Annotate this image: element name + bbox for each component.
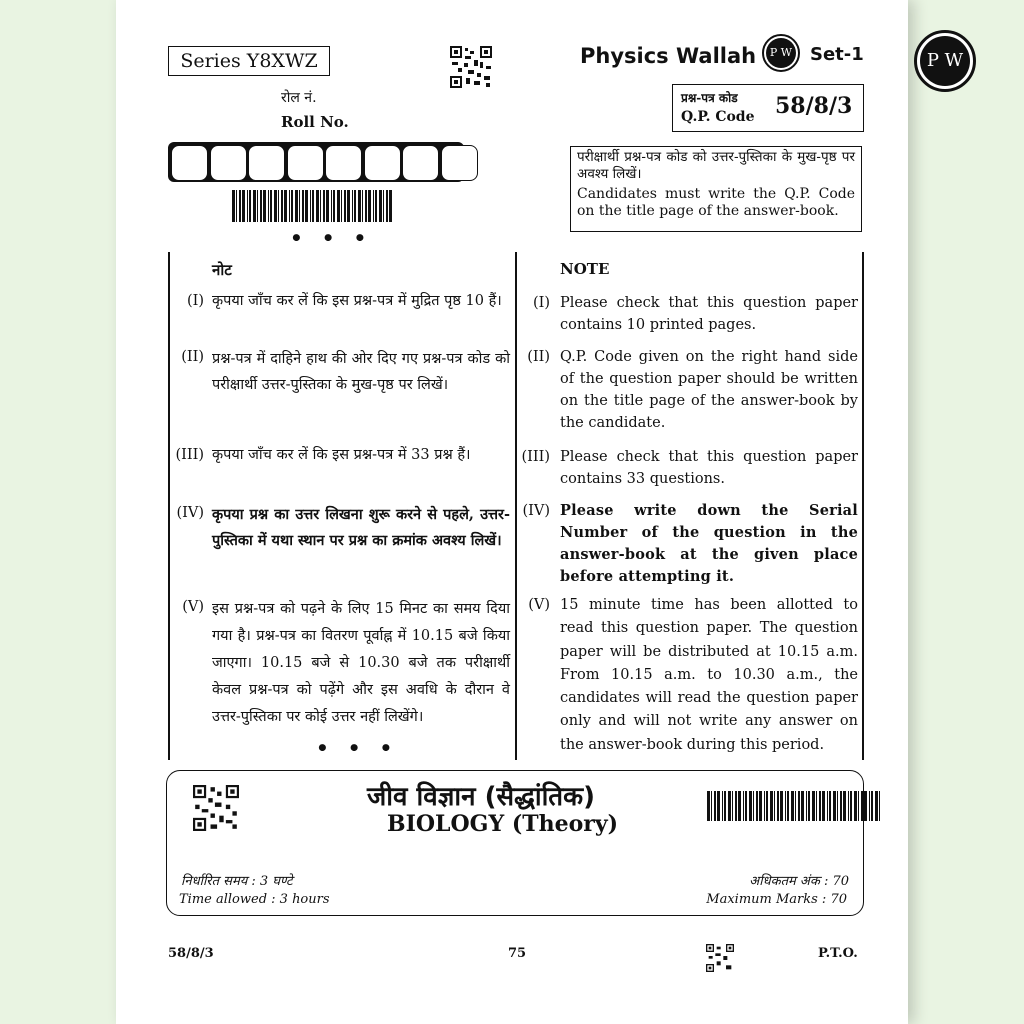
barcode-bar [724,791,726,821]
barcode-bar [284,190,287,222]
barcode-bar [341,190,342,222]
subject-barcode [707,791,882,821]
note-heading-hindi: नोट [212,261,232,279]
subject-title-english: BIOLOGY (Theory) [387,811,619,837]
pw-watermark-text: P W [920,36,970,86]
qp-code-value: 58/8/3 [775,93,853,119]
brand-name: Physics Wallah [580,44,757,68]
barcode-bar [780,791,783,821]
note-number: (IV) [176,505,204,521]
note-item-english [516,292,862,342]
barcode-bar [806,791,807,821]
barcode-bar [791,791,794,821]
barcode-bar [798,791,800,821]
barcode-bar [711,791,712,821]
separator-dots: • • • [316,736,399,760]
note-number: (II) [527,349,550,365]
note-text: कृपया जाँच कर लें कि इस प्रश्न-पत्र में मुद्रित पृष्ठ 10 हैं। [212,293,502,309]
note-text: Please write down the Serial Number of the question in the answer-book at the given place before attempting it. [560,502,858,585]
qr-code-icon [193,785,239,831]
note-item-hindi [116,596,516,726]
note-number: (V) [182,599,204,615]
barcode-bar [745,791,747,821]
barcode-bar [274,190,277,222]
note-number: (III) [521,449,550,465]
note-item-hindi [116,502,516,582]
barcode-bar [808,791,810,821]
roll-digit-box[interactable] [364,145,401,181]
note-text: कृपया प्रश्न का उत्तर लिखना शुरू करने से पहले, उत्तर-पुस्तिका में यथा स्थान पर प्रश्न का क्रमांक अवश्य लिखें। [212,506,510,549]
note-number: (III) [175,447,204,463]
barcode-bar [819,791,821,821]
barcode-bar [389,190,392,222]
barcode-bar [770,791,773,821]
barcode-bar [812,791,815,821]
subject-title-hindi: जीव विज्ञान (सैद्धांतिक) [367,782,595,812]
barcode-bar [239,190,241,222]
series-label: Series Y8XWZ [168,46,330,76]
barcode-bar [787,791,789,821]
barcode-bar [281,190,283,222]
barcode-bar [365,190,367,222]
barcode-bar [854,791,857,821]
note-item-english [516,346,862,436]
barcode-bar [268,190,269,222]
maximum-marks-hindi: अधिकतम अंक : 70 [749,874,849,889]
barcode-bar [756,791,758,821]
roll-label-english: Roll No. [281,113,349,131]
barcode-bar [871,791,873,821]
roll-number-box-row [171,145,479,181]
barcode-bar [858,791,859,821]
barcode-bar [320,190,321,222]
barcode-bar [331,190,332,222]
barcode-bar [861,791,863,821]
roll-digit-box[interactable] [210,145,247,181]
barcode-bar [295,190,298,222]
barcode-bar [714,791,716,821]
barcode-bar [358,190,361,222]
pw-logo-icon [762,34,800,72]
barcode-bar [735,791,737,821]
barcode-bar [289,190,290,222]
note-item-hindi [116,346,516,426]
barcode-bar [833,791,836,821]
barcode-bar [310,190,311,222]
barcode-bar [753,791,754,821]
barcode-bar [291,190,293,222]
candidate-instruction-box [570,146,862,232]
barcode-bar [707,791,710,821]
barcode-bar [795,791,796,821]
barcode-bar [827,791,828,821]
note-text: Q.P. Code given on the right hand side of the question paper should be written on the title page of the answer-book by the candidate. [560,349,858,431]
barcode-bar [766,791,768,821]
note-text: Please check that this question paper contains 10 printed pages. [560,295,858,333]
barcode-bar [253,190,256,222]
barcode-bar [344,190,346,222]
footer-pto: P.T.O. [818,946,858,961]
subject-box [166,770,864,916]
note-heading-english: NOTE [560,260,610,278]
barcode-bar [232,190,235,222]
barcode-bar [759,791,762,821]
barcode-bar [242,190,245,222]
roll-digit-box[interactable] [402,145,439,181]
barcode-bar [249,190,251,222]
note-number: (I) [532,295,550,311]
barcode-bar [299,190,300,222]
note-number: (V) [528,597,550,613]
barcode-bar [864,791,867,821]
note-text: 15 minute time has been allotted to read this question paper. The question paper will be distributed at 10.15 a.m. From 10.15 a.m. to 10.30 a.m., the candidates will read the question paper only and will not write any answer on the answer-book during this period. [560,597,858,753]
roll-digit-box[interactable] [325,145,362,181]
barcode-bar [316,190,319,222]
note-text: प्रश्न-पत्र में दाहिने हाथ की ओर दिए गए प्रश्न-पत्र कोड को परीक्षार्थी उत्तर-पुस्तिका के मुख-पृष्ठ पर लिखें। [212,351,510,393]
barcode-bar [247,190,248,222]
barcode-bar [312,190,314,222]
separator-dots: • • • [290,226,373,250]
note-item-english [516,594,862,754]
barcode-bar [263,190,266,222]
barcode-bar [373,190,374,222]
barcode-bar [869,791,870,821]
note-item-hindi [116,290,516,340]
barcode-bar [785,791,786,821]
roll-digit-box[interactable] [248,145,285,181]
barcode-bar [728,791,731,821]
barcode-bar [386,190,388,222]
qr-code-icon [706,944,734,972]
barcode-bar [383,190,384,222]
note-item-hindi [116,444,516,494]
barcode-bar [368,190,371,222]
barcode-bar [850,791,852,821]
note-text: कृपया जाँच कर लें कि इस प्रश्न-पत्र में 33 प्रश्न हैं। [212,447,471,463]
roll-label-hindi: रोल नं. [281,90,317,106]
barcode-bar [337,190,340,222]
barcode-bar [326,190,329,222]
barcode-bar [270,190,272,222]
barcode-bar [236,190,237,222]
barcode-bar [774,791,775,821]
roll-digit-box[interactable] [171,145,208,181]
roll-digit-box[interactable] [287,145,324,181]
barcode-bar [777,791,779,821]
barcode-bar [879,791,880,821]
footer-qp-code: 58/8/3 [168,946,214,961]
barcode-bar [354,190,356,222]
barcode-bar [323,190,325,222]
barcode-bar [875,791,878,821]
barcode-bar [743,791,744,821]
note-item-english [516,446,862,496]
qp-code-label-hindi: प्रश्न-पत्र कोड [681,91,738,105]
barcode-bar [840,791,842,821]
note-text: Please check that this question paper contains 33 questions. [560,449,858,487]
barcode-bar [848,791,849,821]
barcode-bar [829,791,831,821]
barcode-bar [843,791,846,821]
barcode-bar [333,190,335,222]
note-text: इस प्रश्न-पत्र को पढ़ने के लिए 15 मिनट का समय दिया गया है। प्रश्न-पत्र का वितरण पूर्वाह्न में 10.15 बजे किया जाएगा। 10.15 बजे से 10.30 बजे तक परीक्षार्थी केवल प्रश्न-पत्र को पढ़ेंगे और इस अवधि के दौरान वे उत्तर-पुस्तिका पर कोई उत्तर नहीं लिखेंगे। [212,601,510,725]
note-number: (IV) [522,503,550,519]
barcode-bar [347,190,350,222]
pw-watermark-logo-icon [914,30,976,92]
barcode-bar [732,791,733,821]
barcode-bar [379,190,382,222]
barcode-bar [278,190,279,222]
barcode-bar [257,190,258,222]
barcode-bar [375,190,377,222]
barcode-bar [749,791,752,821]
barcode-bar [260,190,262,222]
barcode-bar [764,791,765,821]
barcode-bar [352,190,353,222]
qp-code-label-english: Q.P. Code [681,109,755,125]
note-item-english [516,500,862,590]
instruction-hindi: परीक्षार्थी प्रश्न-पत्र कोड को उत्तर-पुस्तिका के मुख-पृष्ठ पर अवश्य लिखें। [577,149,855,182]
barcode-bar [305,190,308,222]
barcode-bar [816,791,817,821]
barcode-bar [722,791,723,821]
barcode-bar [837,791,838,821]
barcode-bar [717,791,720,821]
pw-logo-text: P W [766,38,796,68]
instruction-english: Candidates must write the Q.P. Code on the title page of the answer-book. [577,186,855,219]
time-allowed-hindi: निर्धारित समय : 3 घण्टे [181,874,293,889]
barcode-bar [822,791,825,821]
exam-paper-page [116,0,908,1024]
time-allowed-english: Time allowed : 3 hours [179,892,330,907]
maximum-marks-english: Maximum Marks : 70 [706,892,847,907]
qr-code-icon [450,46,492,88]
barcode-bar [738,791,741,821]
barcode-bar [801,791,804,821]
column-rule-right [862,252,864,760]
roll-barcode [232,190,394,222]
set-label: Set-1 [810,44,864,65]
roll-digit-box[interactable] [441,145,478,181]
note-number: (I) [186,293,204,309]
barcode-bar [302,190,304,222]
note-number: (II) [181,349,204,365]
qp-code-box [672,84,864,132]
barcode-bar [362,190,363,222]
footer-page-number: 75 [508,946,527,961]
